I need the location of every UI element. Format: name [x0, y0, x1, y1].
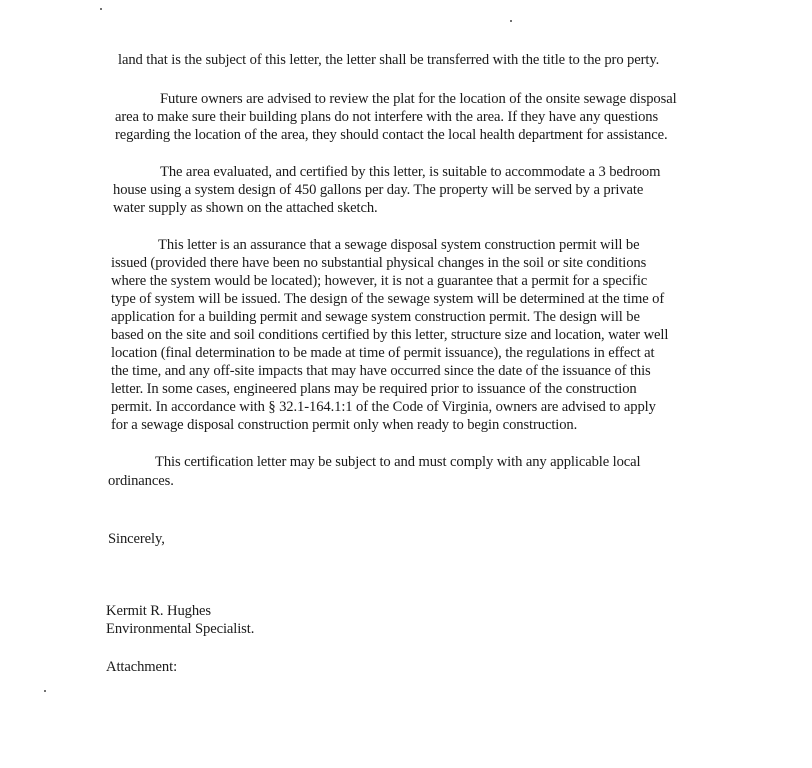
scan-speck — [100, 8, 102, 10]
paragraph-area-evaluated-line: water supply as shown on the attached sketch. — [113, 200, 378, 216]
paragraph-assurance-line: location (final determination to be made at time of permit issuance), the regulations in effect at — [111, 345, 655, 361]
attachment-label: Attachment: — [106, 659, 178, 675]
paragraph-assurance-line: issued (provided there have been no substantial physical changes in the soil or site conditions — [111, 255, 647, 271]
paragraph-future-owners-line: Future owners are advised to review the plat for the location of the onsite sewage disposal — [160, 91, 677, 107]
paragraph-continuation-line: land that is the subject of this letter, the letter shall be transferred with the title to the pro perty. — [118, 52, 660, 68]
paragraph-assurance-line: where the system would be located); however, it is not a guarantee that a permit for a specific — [111, 273, 648, 289]
signer-title: Environmental Specialist. — [106, 621, 255, 637]
paragraph-assurance-line: permit. In accordance with § 32.1-164.1:1 of the Code of Virginia, owners are advised to apply — [111, 399, 656, 415]
signer-name: Kermit R. Hughes — [106, 603, 212, 619]
paragraph-future-owners-line: area to make sure their building plans do not interfere with the area. If they have any questions — [115, 109, 659, 125]
paragraph-area-evaluated-line: house using a system design of 450 gallons per day. The property will be served by a private — [113, 182, 644, 198]
paragraph-ordinances-line: ordinances. — [108, 473, 174, 489]
closing: Sincerely, — [108, 531, 165, 547]
paragraph-assurance-line: the time, and any off-site impacts that may have occurred since the date of the issuance of this — [111, 363, 651, 379]
paragraph-assurance-line: This letter is an assurance that a sewage disposal system construction permit will be — [158, 237, 640, 253]
paragraph-future-owners-line: regarding the location of the area, they should contact the local health department for assistance. — [115, 127, 668, 143]
scan-speck — [510, 20, 512, 22]
paragraph-area-evaluated-line: The area evaluated, and certified by this letter, is suitable to accommodate a 3 bedroom — [160, 164, 661, 180]
paragraph-ordinances-line: This certification letter may be subject to and must comply with any applicable local — [155, 454, 641, 470]
paragraph-assurance-line: letter. In some cases, engineered plans may be required prior to issuance of the construction — [111, 381, 637, 397]
paragraph-assurance-line: based on the site and soil conditions certified by this letter, structure size and location, water well — [111, 327, 669, 343]
scan-speck — [44, 690, 46, 692]
paragraph-assurance-line: type of system will be issued. The design of the sewage system will be determined at the time of — [111, 291, 665, 307]
paragraph-assurance-line: application for a building permit and sewage system construction permit. The design will be — [111, 309, 640, 325]
paragraph-assurance-line: for a sewage disposal construction permit only when ready to begin construction. — [111, 417, 578, 433]
